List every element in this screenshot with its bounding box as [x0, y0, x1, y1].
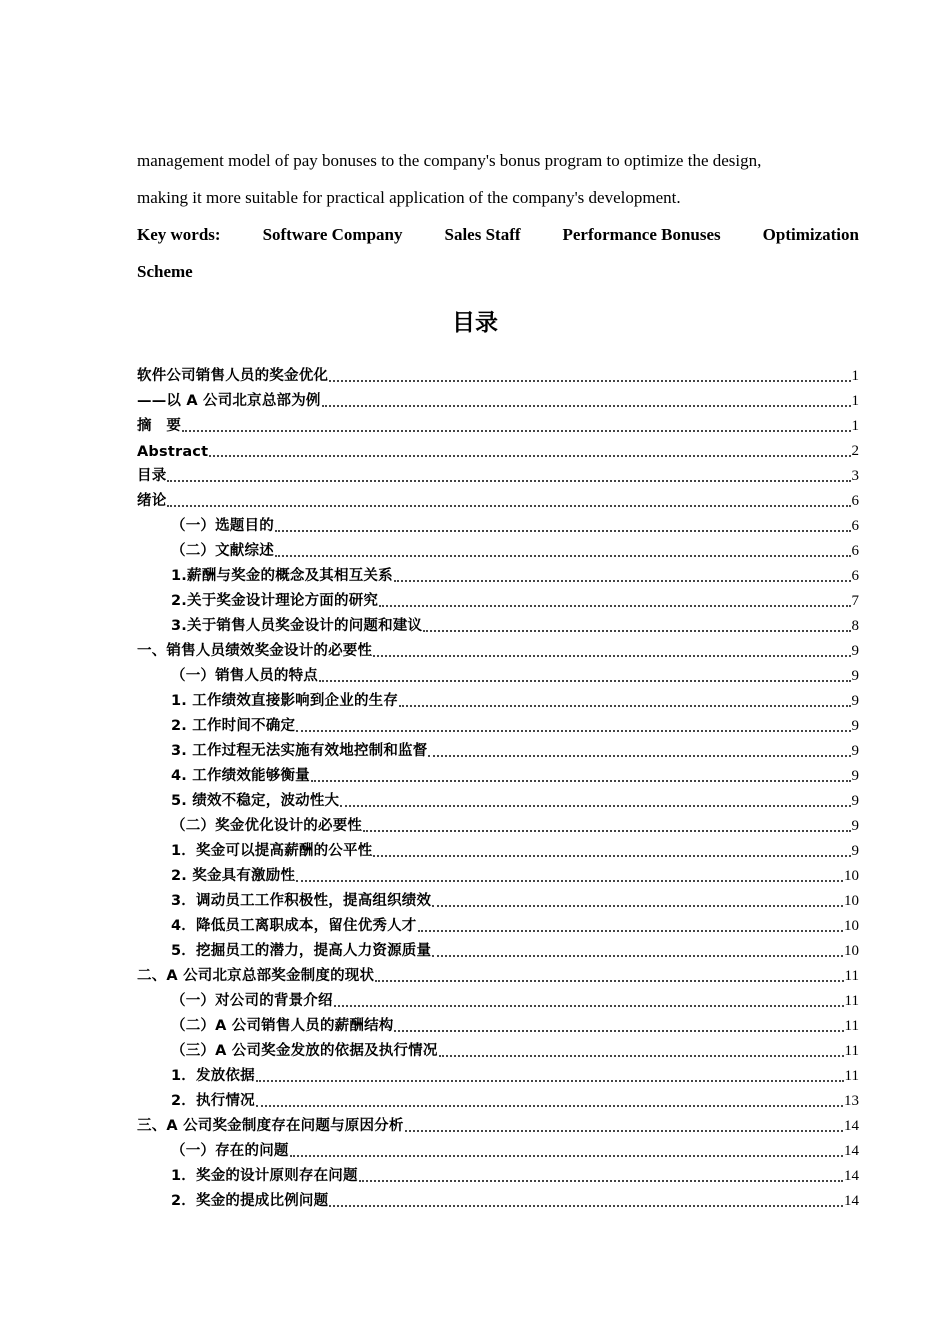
toc-entry[interactable] — [137, 960, 859, 985]
toc-entry[interactable] — [137, 760, 859, 785]
keyword-term: Sales Staff — [444, 225, 521, 244]
toc-entry-page-number: 10 — [844, 893, 859, 909]
toc-entry-page-number: 1 — [851, 368, 859, 384]
toc-entry-page-number: 8 — [851, 618, 859, 634]
dot-leader — [340, 804, 850, 807]
dot-leader — [182, 429, 850, 432]
dot-leader — [399, 704, 850, 707]
toc-entry[interactable] — [137, 360, 859, 385]
toc-entry[interactable] — [137, 860, 859, 885]
toc-entry[interactable] — [137, 1160, 859, 1185]
toc-entry[interactable] — [137, 1135, 859, 1160]
toc-entry[interactable] — [137, 710, 859, 735]
toc-entry-label: 摘 要 — [137, 418, 182, 434]
toc-entry[interactable] — [137, 885, 859, 910]
dot-leader — [322, 404, 851, 407]
toc-entry[interactable] — [137, 835, 859, 860]
dot-leader — [363, 829, 850, 832]
toc-entry[interactable] — [137, 985, 859, 1010]
toc-entry[interactable] — [137, 435, 859, 460]
toc-entry-page-number: 6 — [851, 543, 859, 559]
keywords-label: Key words: — [137, 225, 221, 244]
dot-leader — [432, 954, 843, 957]
toc-entry-page-number: 9 — [851, 818, 859, 834]
toc-entry-page-number: 11 — [844, 968, 859, 984]
toc-entry-page-number: 14 — [844, 1118, 859, 1134]
toc-entry-label: 目录 — [137, 468, 167, 484]
toc-entry[interactable] — [137, 685, 859, 710]
toc-entry-page-number: 3 — [851, 468, 859, 484]
toc-entry-label: 软件公司销售人员的奖金优化 — [137, 368, 329, 384]
toc-entry[interactable] — [137, 585, 859, 610]
keyword-term: Software Company — [262, 225, 403, 244]
toc-entry-label: 3. 工作过程无法实施有效地控制和监督 — [171, 743, 428, 759]
toc-entry-page-number: 14 — [844, 1168, 859, 1184]
abstract-line-2: making it more suitable for practical application of the company's development. — [137, 188, 681, 207]
toc-entry-label: 1．奖金的设计原则存在问题 — [171, 1168, 358, 1184]
toc-entry[interactable] — [137, 410, 859, 435]
toc-entry[interactable] — [137, 1060, 859, 1085]
toc-entry-label: （一）对公司的背景介绍 — [171, 993, 333, 1009]
toc-entry[interactable] — [137, 485, 859, 510]
toc-entry-page-number: 9 — [851, 668, 859, 684]
toc-entry-label: （一）存在的问题 — [171, 1143, 289, 1159]
dot-leader — [209, 454, 850, 457]
toc-entry-page-number: 10 — [844, 868, 859, 884]
toc-entry-label: （一）选题目的 — [171, 518, 274, 534]
toc-entry-page-number: 9 — [851, 793, 859, 809]
toc-entry-label: （三）A 公司奖金发放的依据及执行情况 — [171, 1043, 438, 1059]
toc-entry[interactable] — [137, 1035, 859, 1060]
dot-leader — [334, 1004, 844, 1007]
table-of-contents — [137, 360, 859, 1210]
keywords-continuation: Scheme — [137, 262, 193, 281]
toc-title: 目录 — [452, 310, 498, 336]
dot-leader — [428, 754, 850, 757]
toc-entry-page-number: 1 — [851, 418, 859, 434]
dot-leader — [394, 579, 851, 582]
toc-entry-label: 2. 奖金具有激励性 — [171, 868, 296, 884]
toc-entry-label: 1.薪酬与奖金的概念及其相互关系 — [171, 568, 393, 584]
toc-entry[interactable] — [137, 1185, 859, 1210]
toc-entry-label: 5. 绩效不稳定，波动性大 — [171, 793, 340, 809]
dot-leader — [359, 1179, 843, 1182]
toc-entry-page-number: 9 — [851, 718, 859, 734]
keyword-term: Performance Bonuses — [562, 225, 721, 244]
dot-leader — [418, 929, 844, 932]
toc-entry-label: 绪论 — [137, 493, 167, 509]
dot-leader — [329, 1204, 843, 1207]
toc-entry-label: 一、销售人员绩效奖金设计的必要性 — [137, 643, 373, 659]
toc-entry-label: 3.关于销售人员奖金设计的问题和建议 — [171, 618, 423, 634]
toc-entry[interactable] — [137, 560, 859, 585]
dot-leader — [275, 554, 851, 557]
toc-entry-label: （二）奖金优化设计的必要性 — [171, 818, 363, 834]
toc-entry-page-number: 9 — [851, 768, 859, 784]
toc-entry-label: 2. 工作时间不确定 — [171, 718, 296, 734]
dot-leader — [373, 854, 850, 857]
dot-leader — [373, 654, 850, 657]
dot-leader — [167, 504, 850, 507]
dot-leader — [290, 1154, 843, 1157]
dot-leader — [423, 629, 850, 632]
toc-entry[interactable] — [137, 935, 859, 960]
dot-leader — [167, 479, 850, 482]
toc-entry-label: （一）销售人员的特点 — [171, 668, 318, 684]
dot-leader — [319, 679, 851, 682]
toc-entry[interactable] — [137, 510, 859, 535]
toc-entry-page-number: 11 — [844, 1043, 859, 1059]
toc-entry-page-number: 6 — [851, 518, 859, 534]
toc-entry[interactable] — [137, 810, 859, 835]
dot-leader — [394, 1029, 843, 1032]
toc-entry-page-number: 10 — [844, 918, 859, 934]
toc-entry[interactable] — [137, 1085, 859, 1110]
toc-entry-label: 三、A 公司奖金制度存在问题与原因分析 — [137, 1118, 404, 1134]
toc-entry-label: ——以 A 公司北京总部为例 — [137, 393, 321, 409]
toc-entry-page-number: 9 — [851, 843, 859, 859]
dot-leader — [439, 1054, 844, 1057]
toc-entry-page-number: 14 — [844, 1193, 859, 1209]
toc-entry-label: （二）A 公司销售人员的薪酬结构 — [171, 1018, 394, 1034]
toc-entry-page-number: 6 — [851, 568, 859, 584]
toc-entry-label: 2.关于奖金设计理论方面的研究 — [171, 593, 379, 609]
toc-entry-page-number: 10 — [844, 943, 859, 959]
toc-entry-label: 2．执行情况 — [171, 1093, 255, 1109]
dot-leader — [405, 1129, 843, 1132]
abstract-line-1: management model of pay bonuses to the company's bonus program to optimize the design, — [137, 151, 762, 170]
toc-entry-label: 5．挖掘员工的潜力，提高人力资源质量 — [171, 943, 432, 959]
toc-entry[interactable] — [137, 385, 859, 410]
toc-entry-page-number: 11 — [844, 1018, 859, 1034]
toc-entry-label: （二）文献综述 — [171, 543, 274, 559]
dot-leader — [379, 604, 850, 607]
toc-entry[interactable] — [137, 910, 859, 935]
toc-entry-label: 2．奖金的提成比例问题 — [171, 1193, 329, 1209]
toc-entry-page-number: 14 — [844, 1143, 859, 1159]
toc-entry-label: 1. 工作绩效直接影响到企业的生存 — [171, 693, 399, 709]
toc-entry-page-number: 11 — [844, 1068, 859, 1084]
toc-entry[interactable] — [137, 1110, 859, 1135]
dot-leader — [375, 979, 843, 982]
toc-entry-page-number: 13 — [844, 1093, 859, 1109]
toc-entry-page-number: 6 — [851, 493, 859, 509]
toc-entry[interactable] — [137, 660, 859, 685]
toc-entry-label: 二、A 公司北京总部奖金制度的现状 — [137, 968, 375, 984]
dot-leader — [432, 904, 843, 907]
toc-entry-label: 4. 工作绩效能够衡量 — [171, 768, 310, 784]
toc-entry[interactable] — [137, 785, 859, 810]
toc-entry[interactable] — [137, 610, 859, 635]
toc-entry[interactable] — [137, 535, 859, 560]
dot-leader — [311, 779, 851, 782]
toc-entry-page-number: 9 — [851, 743, 859, 759]
toc-entry-page-number: 2 — [851, 443, 859, 459]
toc-entry[interactable] — [137, 635, 859, 660]
dot-leader — [329, 379, 850, 382]
dot-leader — [296, 729, 850, 732]
toc-entry-page-number: 7 — [851, 593, 859, 609]
toc-entry-page-number: 9 — [851, 643, 859, 659]
dot-leader — [275, 529, 851, 532]
toc-entry-page-number: 1 — [851, 393, 859, 409]
keyword-term: Optimization — [762, 225, 859, 244]
toc-entry-page-number: 9 — [851, 693, 859, 709]
toc-entry[interactable] — [137, 735, 859, 760]
toc-entry-label: 1．发放依据 — [171, 1068, 255, 1084]
toc-entry-label: 3．调动员工工作积极性，提高组织绩效 — [171, 893, 432, 909]
toc-entry-label: 1．奖金可以提高薪酬的公平性 — [171, 843, 373, 859]
dot-leader — [256, 1104, 843, 1107]
toc-entry-page-number: 11 — [844, 993, 859, 1009]
toc-entry-label: 4．降低员工离职成本，留住优秀人才 — [171, 918, 417, 934]
toc-entry[interactable] — [137, 460, 859, 485]
dot-leader — [296, 879, 843, 882]
toc-entry-label: Abstract — [137, 444, 209, 460]
toc-entry[interactable] — [137, 1010, 859, 1035]
keywords-line — [137, 216, 859, 253]
dot-leader — [256, 1079, 844, 1082]
